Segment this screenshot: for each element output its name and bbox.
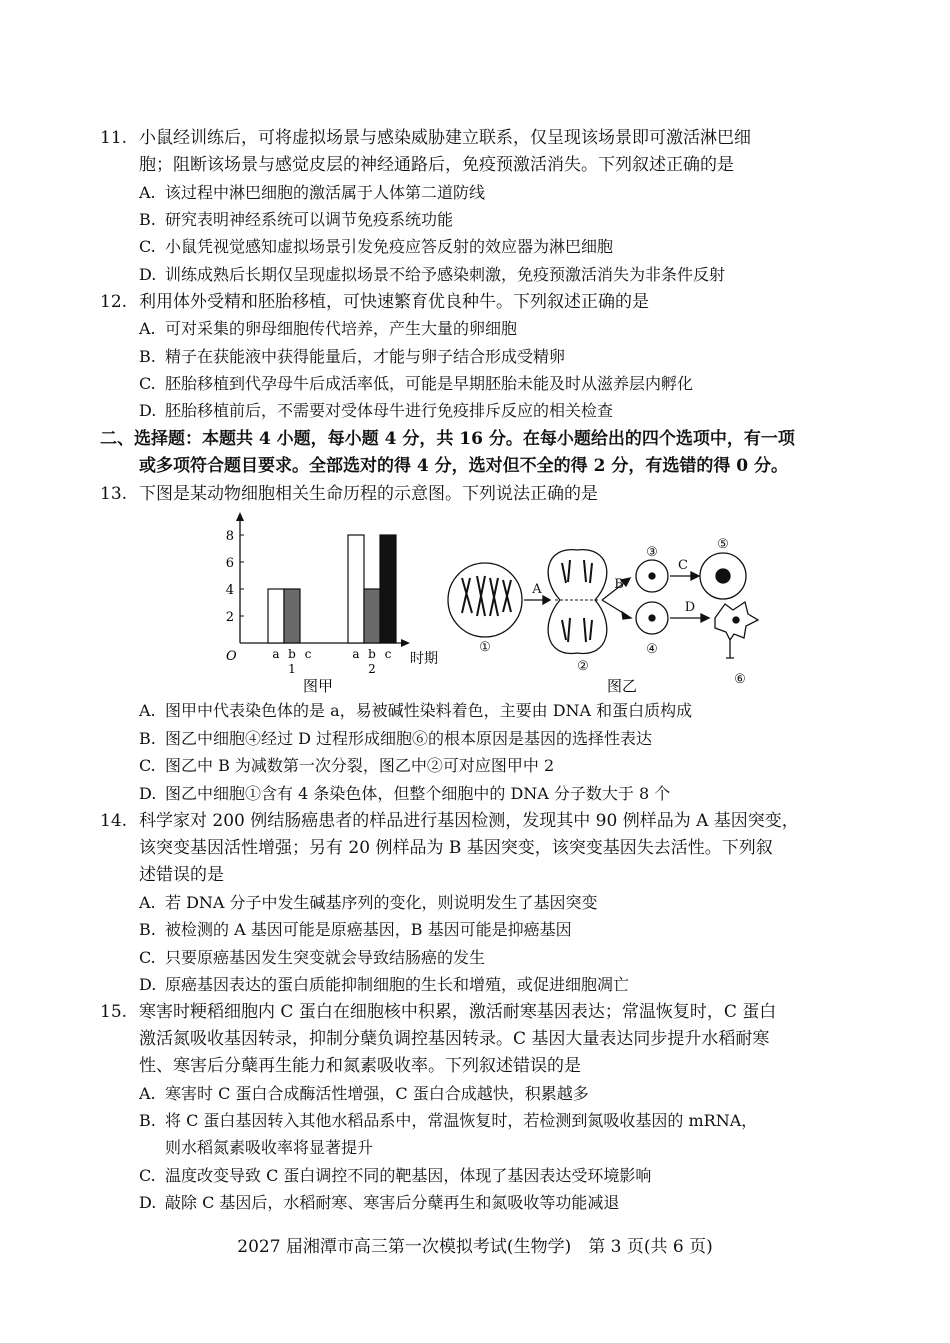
process-label-b: B	[614, 577, 624, 592]
bar	[284, 589, 300, 643]
cell-1	[448, 563, 522, 637]
question-number: 12.	[100, 292, 128, 312]
question-stem: 寒害时粳稻细胞内 C 蛋白在细胞核中积累，激活耐寒基因表达；常温恢复时，C 蛋白	[139, 1002, 777, 1022]
question-stem: 小鼠经训练后，可将虚拟场景与感染威胁建立联系，仅呈现该场景即可激活淋巴细	[139, 128, 751, 148]
bar	[380, 535, 396, 643]
process-label-c: C	[678, 558, 688, 573]
question-number: 13.	[100, 484, 128, 504]
figure-a-chart	[226, 512, 438, 676]
page-footer: 2027 届湘潭市高三第一次模拟考试(生物学) 第 3 页(共 6 页)	[237, 1237, 713, 1257]
y-tick-label: 4	[225, 583, 234, 598]
figure-b-diagram	[448, 550, 758, 658]
option-b-continued: 则水稻氮素吸收率将显著提升	[165, 1138, 374, 1157]
figure-b-caption: 图乙	[606, 677, 638, 695]
cell-label-1: ①	[479, 640, 491, 655]
cell-label-6: ⑥	[734, 672, 746, 687]
y-tick-label: 8	[225, 529, 234, 544]
y-tick-label: 6	[225, 556, 234, 571]
question-number: 14.	[100, 811, 128, 831]
bar-label: a	[272, 647, 280, 661]
section-heading: 二、选择题：本题共 4 小题，每小题 4 分，共 16 分。在每小题给出的四个选项中，有一项	[100, 429, 795, 449]
question-number: 15.	[100, 1002, 128, 1022]
figure	[200, 508, 780, 698]
bar	[364, 589, 380, 643]
question-stem: 述错误的是	[139, 865, 224, 885]
x-axis-label: 时期	[410, 651, 438, 667]
bar	[348, 535, 364, 643]
question-stem: 性、寒害后分蘖再生能力和氮素吸收率。下列叙述错误的是	[139, 1056, 581, 1076]
process-label-a: A	[532, 582, 542, 597]
question-stem: 下图是某动物细胞相关生命历程的示意图。下列说法正确的是	[139, 484, 598, 504]
cell-label-4: ④	[646, 642, 658, 657]
group-label: 2	[368, 662, 376, 676]
question-stem: 激活氮吸收基因转录，抑制分蘖负调控基因转录。C 基因大量表达同步提升水稻耐寒	[139, 1029, 770, 1049]
y-axis-arrow	[236, 512, 244, 521]
bar	[268, 589, 284, 643]
cell-label-2: ②	[577, 659, 589, 674]
cell-label-3: ③	[646, 545, 658, 560]
figure-a-caption: 图甲	[302, 677, 334, 695]
cell-2	[548, 550, 607, 654]
bar-label: b	[368, 647, 376, 661]
y-tick-label: 2	[225, 610, 234, 625]
x-axis-arrow	[401, 639, 410, 647]
question-stem: 胞；阻断该场景与感觉皮层的神经通路后，免疫预激活消失。下列叙述正确的是	[139, 155, 734, 175]
question-stem: 该突变基因活性增强；另有 20 例样品为 B 基因突变，该突变基因失去活性。下列叙	[139, 838, 773, 858]
question-number: 11.	[100, 128, 128, 148]
section-heading-cont: 或多项符合题目要求。全部选对的得 4 分，选对但不全的得 2 分，有选错的得 0 分。	[139, 456, 788, 476]
question-stem: 科学家对 200 例结肠癌患者的样品进行基因检测，发现其中 90 例样品为 A 基因突变，	[139, 811, 799, 831]
bar-label: c	[304, 647, 312, 661]
question-stem: 利用体外受精和胚胎移植，可快速繁育优良种牛。下列叙述正确的是	[139, 292, 649, 312]
origin-label: O	[226, 649, 237, 664]
process-label-d: D	[684, 600, 696, 615]
group-label: 1	[288, 662, 296, 676]
bar-label: b	[288, 647, 296, 661]
cell-label-5: ⑤	[717, 537, 729, 552]
bar-label: c	[384, 647, 392, 661]
bar-label: a	[352, 647, 360, 661]
